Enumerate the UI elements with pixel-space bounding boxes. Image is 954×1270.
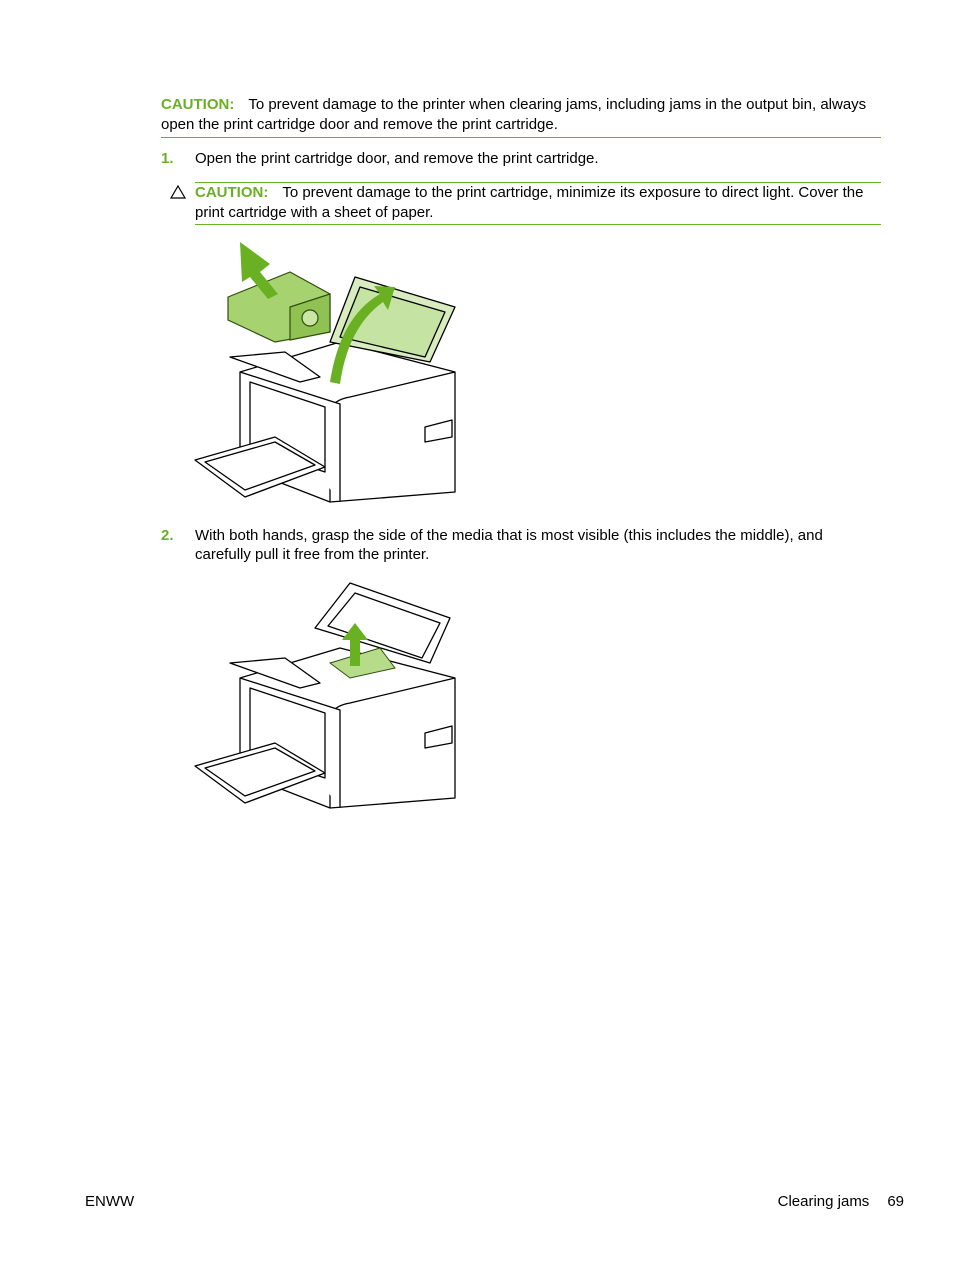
warning-triangle-icon bbox=[170, 185, 186, 203]
caution-block-step1 bbox=[195, 182, 881, 225]
caution-label: CAUTION: bbox=[161, 96, 235, 113]
printer-pull-media-illustration bbox=[190, 578, 465, 822]
caution-block-top bbox=[161, 95, 881, 138]
caution-text: To prevent damage to the printer when clearing jams, including jams in the output bin, always open the print cartridge door and remove the print cartridge. bbox=[161, 96, 867, 133]
caution-label: CAUTION: bbox=[195, 184, 269, 201]
page-number: 69 bbox=[887, 1193, 904, 1210]
step-text: Open the print cartridge door, and remove the print cartridge. bbox=[195, 150, 599, 167]
step-number: 2. bbox=[161, 527, 174, 544]
printer-cartridge-removal-illustration bbox=[190, 232, 465, 516]
footer-left-label: ENWW bbox=[85, 1193, 135, 1210]
step-text: With both hands, grasp the side of the media that is most visible (this includes the middle), and carefully pull it free from the printer. bbox=[195, 527, 823, 563]
caution-text: To prevent damage to the print cartridge, minimize its exposure to direct light. Cover the print cartridge with a sheet of paper. bbox=[195, 184, 864, 221]
footer-section: Clearing jams bbox=[777, 1193, 870, 1210]
step-number: 1. bbox=[161, 150, 174, 167]
footer-right bbox=[778, 1193, 904, 1210]
